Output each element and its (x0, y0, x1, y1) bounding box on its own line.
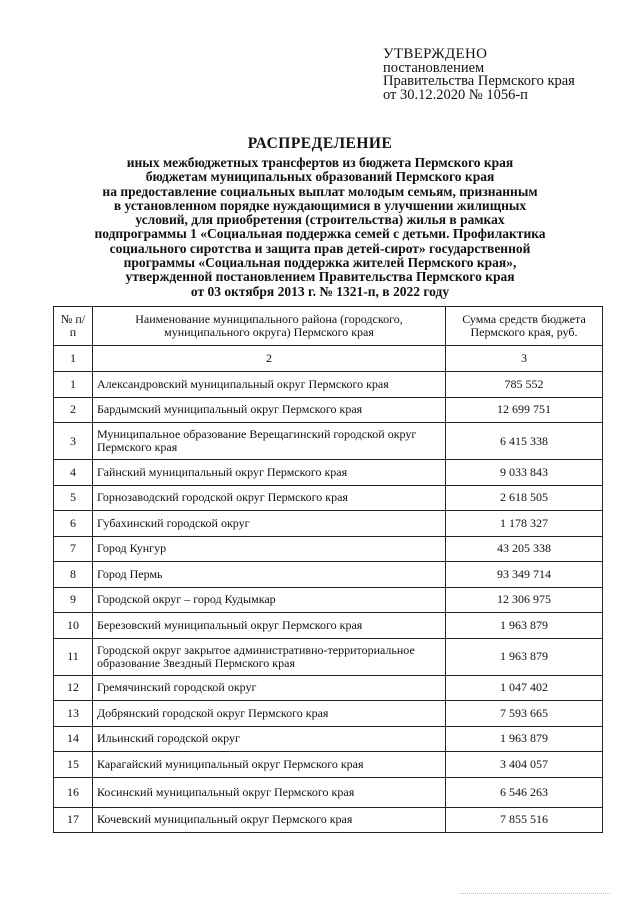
table-row (54, 460, 603, 486)
table-row (54, 675, 603, 701)
row-sum: 2 618 505 (446, 485, 603, 511)
row-number: 7 (54, 536, 93, 562)
row-number: 3 (54, 423, 93, 460)
row-number: 14 (54, 726, 93, 752)
row-municipality: Городской округ закрытое административно-территориальное образование Звездный Пермского края (93, 638, 446, 675)
row-number: 10 (54, 613, 93, 639)
row-number: 2 (54, 397, 93, 423)
subtitle-line: на предоставление социальных выплат молодым семьям, признанным (102, 183, 538, 199)
table-row (54, 587, 603, 613)
table-row (54, 701, 603, 727)
table-row (54, 536, 603, 562)
row-municipality: Косинский муниципальный округ Пермского края (93, 777, 446, 807)
subtitle-line: в установленном порядке нуждающимися в улучшении жилищных (113, 197, 527, 213)
row-municipality: Карагайский муниципальный округ Пермского края (93, 752, 446, 778)
header-num: № п/п (54, 307, 93, 346)
approval-heading: УТВЕРЖДЕНО (383, 46, 488, 62)
row-municipality: Кочевский муниципальный округ Пермского края (93, 807, 446, 833)
table-row (54, 485, 603, 511)
row-sum: 43 205 338 (446, 536, 603, 562)
approval-line-3: от 30.12.2020 № 1056-п (383, 86, 528, 103)
table-row (54, 807, 603, 833)
row-sum: 93 349 714 (446, 562, 603, 588)
row-sum: 1 963 879 (446, 613, 603, 639)
row-municipality: Город Пермь (93, 562, 446, 588)
table-header-row (54, 307, 603, 346)
approval-line-1: постановлением (383, 59, 485, 76)
row-sum: 1 047 402 (446, 675, 603, 701)
scan-artifact-divider (460, 893, 610, 896)
subtitle-line: бюджетам муниципальных образований Пермского края (145, 169, 495, 185)
row-number: 6 (54, 511, 93, 537)
row-sum: 7 593 665 (446, 701, 603, 727)
row-municipality: Городской округ – город Кудымкар (93, 587, 446, 613)
column-number: 3 (446, 346, 603, 372)
table-row (54, 777, 603, 807)
row-municipality: Александровский муниципальный округ Пермского края (93, 372, 446, 398)
distribution-table (53, 306, 603, 833)
table-row (54, 423, 603, 460)
row-sum: 7 855 516 (446, 807, 603, 833)
row-municipality: Березовский муниципальный округ Пермского края (93, 613, 446, 639)
row-sum: 1 178 327 (446, 511, 603, 537)
row-municipality: Гремячинский городской округ (93, 675, 446, 701)
row-sum: 3 404 057 (446, 752, 603, 778)
row-municipality: Бардымский муниципальный округ Пермского края (93, 397, 446, 423)
column-number: 1 (54, 346, 93, 372)
row-sum: 1 963 879 (446, 726, 603, 752)
column-numbers-row (54, 346, 603, 372)
row-sum: 1 963 879 (446, 638, 603, 675)
row-sum: 12 306 975 (446, 587, 603, 613)
row-number: 17 (54, 807, 93, 833)
row-number: 13 (54, 701, 93, 727)
row-number: 5 (54, 485, 93, 511)
subtitle-line: условий, для приобретения (строительства) жилья в рамках (135, 212, 505, 228)
row-sum: 6 415 338 (446, 423, 603, 460)
row-sum: 785 552 (446, 372, 603, 398)
row-number: 12 (54, 675, 93, 701)
subtitle-line: социального сиротства и защита прав детей-сирот» государственной (109, 240, 531, 256)
table-row (54, 752, 603, 778)
row-municipality: Ильинский городской округ (93, 726, 446, 752)
table-row (54, 372, 603, 398)
row-sum: 12 699 751 (446, 397, 603, 423)
row-number: 11 (54, 638, 93, 675)
document-subtitle (66, 156, 574, 299)
subtitle-line: иных межбюджетных трансфертов из бюджета Пермского края (126, 155, 514, 170)
row-sum: 9 033 843 (446, 460, 603, 486)
row-number: 1 (54, 372, 93, 398)
row-sum: 6 546 263 (446, 777, 603, 807)
row-number: 15 (54, 752, 93, 778)
subtitle-line: подпрограммы 1 «Социальная поддержка семей с детьми. Профилактика (94, 226, 546, 242)
row-municipality: Горнозаводский городской округ Пермского края (93, 485, 446, 511)
header-sum: Сумма средств бюджета Пермского края, руб. (446, 307, 603, 346)
table-row (54, 638, 603, 675)
row-number: 8 (54, 562, 93, 588)
header-name: Наименование муниципального района (городского, муниципального округа) Пермского края (93, 307, 446, 346)
table-row (54, 562, 603, 588)
row-municipality: Губахинский городской округ (93, 511, 446, 537)
row-number: 4 (54, 460, 93, 486)
column-number: 2 (93, 346, 446, 372)
table-row (54, 613, 603, 639)
row-municipality: Добрянский городской округ Пермского края (93, 701, 446, 727)
approval-stamp (383, 48, 575, 102)
table-row (54, 397, 603, 423)
document-title: РАСПРЕДЕЛЕНИЕ (247, 135, 393, 152)
subtitle-line: программы «Социальная поддержка жителей Пермского края», (123, 255, 517, 271)
row-municipality: Город Кунгур (93, 536, 446, 562)
table-row (54, 726, 603, 752)
subtitle-line: утвержденной постановлением Правительства Пермского края (125, 269, 515, 285)
table-row (54, 511, 603, 537)
subtitle-line: от 03 октября 2013 г. № 1321-п, в 2022 году (190, 283, 450, 299)
row-municipality: Муниципальное образование Верещагинский городской округ Пермского края (93, 423, 446, 460)
approval-line-2: Правительства Пермского края (383, 73, 575, 89)
row-number: 9 (54, 587, 93, 613)
row-municipality: Гайнский муниципальный округ Пермского края (93, 460, 446, 486)
row-number: 16 (54, 777, 93, 807)
